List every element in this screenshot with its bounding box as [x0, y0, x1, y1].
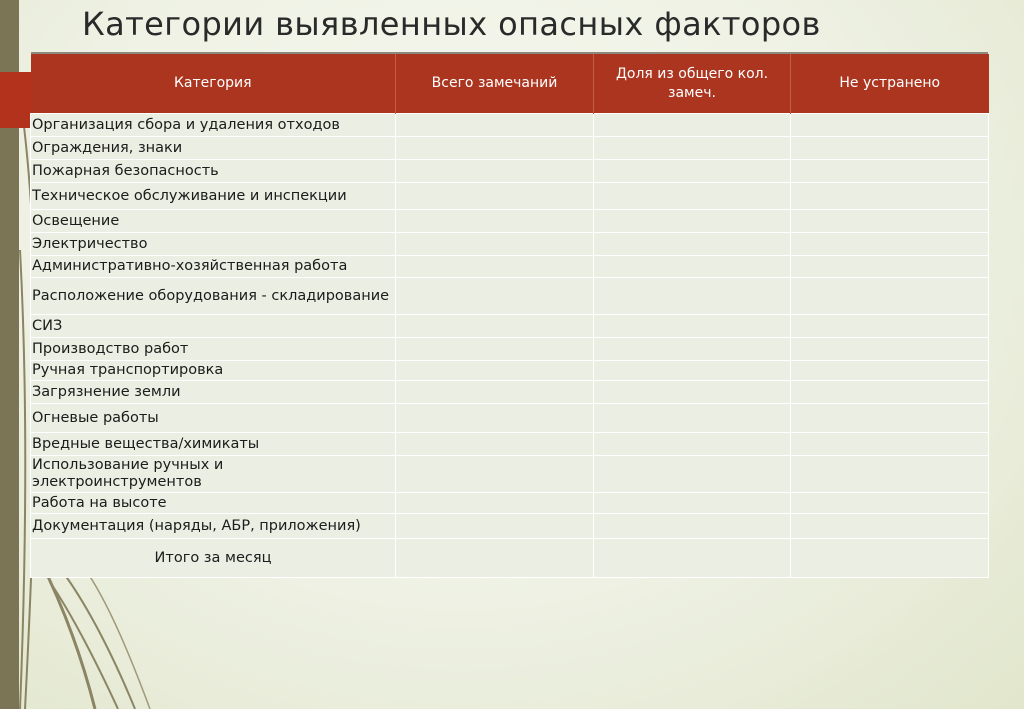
table-row: [31, 233, 989, 256]
table-row: [31, 256, 989, 278]
not-resolved-cell: [791, 404, 989, 433]
share-cell: [594, 381, 791, 404]
not-resolved-cell: [791, 210, 989, 233]
total-remarks-cell: [396, 160, 594, 183]
total-remarks-cell: [396, 137, 594, 160]
table-row: [31, 114, 989, 137]
total-remarks-cell: [396, 256, 594, 278]
not-resolved-cell: [791, 381, 989, 404]
not-resolved-cell: [791, 539, 989, 578]
total-remarks-cell: [396, 183, 594, 210]
category-cell: Освещение: [31, 210, 396, 233]
not-resolved-cell: [791, 433, 989, 456]
share-cell: [594, 160, 791, 183]
category-cell: Техническое обслуживание и инспекции: [31, 183, 396, 210]
table-row: [31, 338, 989, 361]
category-cell: Загрязнение земли: [31, 381, 396, 404]
share-cell: [594, 493, 791, 514]
category-cell: Использование ручных и электроинструментов: [31, 456, 396, 493]
share-cell: [594, 539, 791, 578]
total-remarks-cell: [396, 114, 594, 137]
table-row: [31, 404, 989, 433]
category-cell: Огневые работы: [31, 404, 396, 433]
total-remarks-cell: [396, 315, 594, 338]
header-share-of-total: Доля из общего кол. замеч.: [594, 54, 791, 114]
total-remarks-cell: [396, 404, 594, 433]
share-cell: [594, 433, 791, 456]
total-remarks-cell: [396, 433, 594, 456]
category-cell: Административно-хозяйственная работа: [31, 256, 396, 278]
category-cell: Пожарная безопасность: [31, 160, 396, 183]
total-remarks-cell: [396, 381, 594, 404]
table-row: [31, 493, 989, 514]
not-resolved-cell: [791, 233, 989, 256]
share-cell: [594, 114, 791, 137]
share-cell: [594, 338, 791, 361]
not-resolved-cell: [791, 315, 989, 338]
share-cell: [594, 361, 791, 381]
share-cell: [594, 137, 791, 160]
hazard-categories-table: [30, 54, 989, 578]
category-cell: Ограждения, знаки: [31, 137, 396, 160]
share-cell: [594, 210, 791, 233]
total-remarks-cell: [396, 361, 594, 381]
table-row: [31, 137, 989, 160]
category-cell: Электричество: [31, 233, 396, 256]
share-cell: [594, 404, 791, 433]
header-not-resolved: Не устранено: [791, 54, 989, 114]
share-cell: [594, 315, 791, 338]
category-cell: СИЗ: [31, 315, 396, 338]
total-label-cell: Итого за месяц: [31, 539, 396, 578]
total-remarks-cell: [396, 456, 594, 493]
share-cell: [594, 183, 791, 210]
share-cell: [594, 233, 791, 256]
share-cell: [594, 278, 791, 315]
category-cell: Работа на высоте: [31, 493, 396, 514]
not-resolved-cell: [791, 493, 989, 514]
table-row: [31, 160, 989, 183]
share-cell: [594, 256, 791, 278]
total-remarks-cell: [396, 514, 594, 539]
table-row: [31, 315, 989, 338]
total-remarks-cell: [396, 338, 594, 361]
category-cell: Расположение оборудования - складирование: [31, 278, 396, 315]
category-cell: Производство работ: [31, 338, 396, 361]
total-remarks-cell: [396, 233, 594, 256]
table-row: [31, 278, 989, 315]
not-resolved-cell: [791, 183, 989, 210]
share-cell: [594, 514, 791, 539]
share-cell: [594, 456, 791, 493]
not-resolved-cell: [791, 160, 989, 183]
total-remarks-cell: [396, 539, 594, 578]
not-resolved-cell: [791, 137, 989, 160]
table-row: [31, 183, 989, 210]
not-resolved-cell: [791, 456, 989, 493]
category-cell: Организация сбора и удаления отходов: [31, 114, 396, 137]
category-cell: Ручная транспортировка: [31, 361, 396, 381]
table-row: [31, 514, 989, 539]
not-resolved-cell: [791, 514, 989, 539]
total-remarks-cell: [396, 493, 594, 514]
not-resolved-cell: [791, 361, 989, 381]
table-row: [31, 210, 989, 233]
table-row: [31, 361, 989, 381]
header-category: Категория: [31, 54, 396, 114]
not-resolved-cell: [791, 338, 989, 361]
table-row: [31, 433, 989, 456]
category-cell: Документация (наряды, АБР, приложения): [31, 514, 396, 539]
table-row: [31, 456, 989, 493]
accent-block: [0, 72, 31, 128]
slide-title: Категории выявленных опасных факторов: [82, 5, 821, 43]
total-remarks-cell: [396, 210, 594, 233]
table-header-row: [31, 54, 989, 114]
category-cell: Вредные вещества/химикаты: [31, 433, 396, 456]
table-body: [31, 114, 989, 578]
not-resolved-cell: [791, 278, 989, 315]
header-total-remarks: Всего замечаний: [396, 54, 594, 114]
table-total-row: [31, 539, 989, 578]
not-resolved-cell: [791, 256, 989, 278]
table-row: [31, 381, 989, 404]
total-remarks-cell: [396, 278, 594, 315]
not-resolved-cell: [791, 114, 989, 137]
